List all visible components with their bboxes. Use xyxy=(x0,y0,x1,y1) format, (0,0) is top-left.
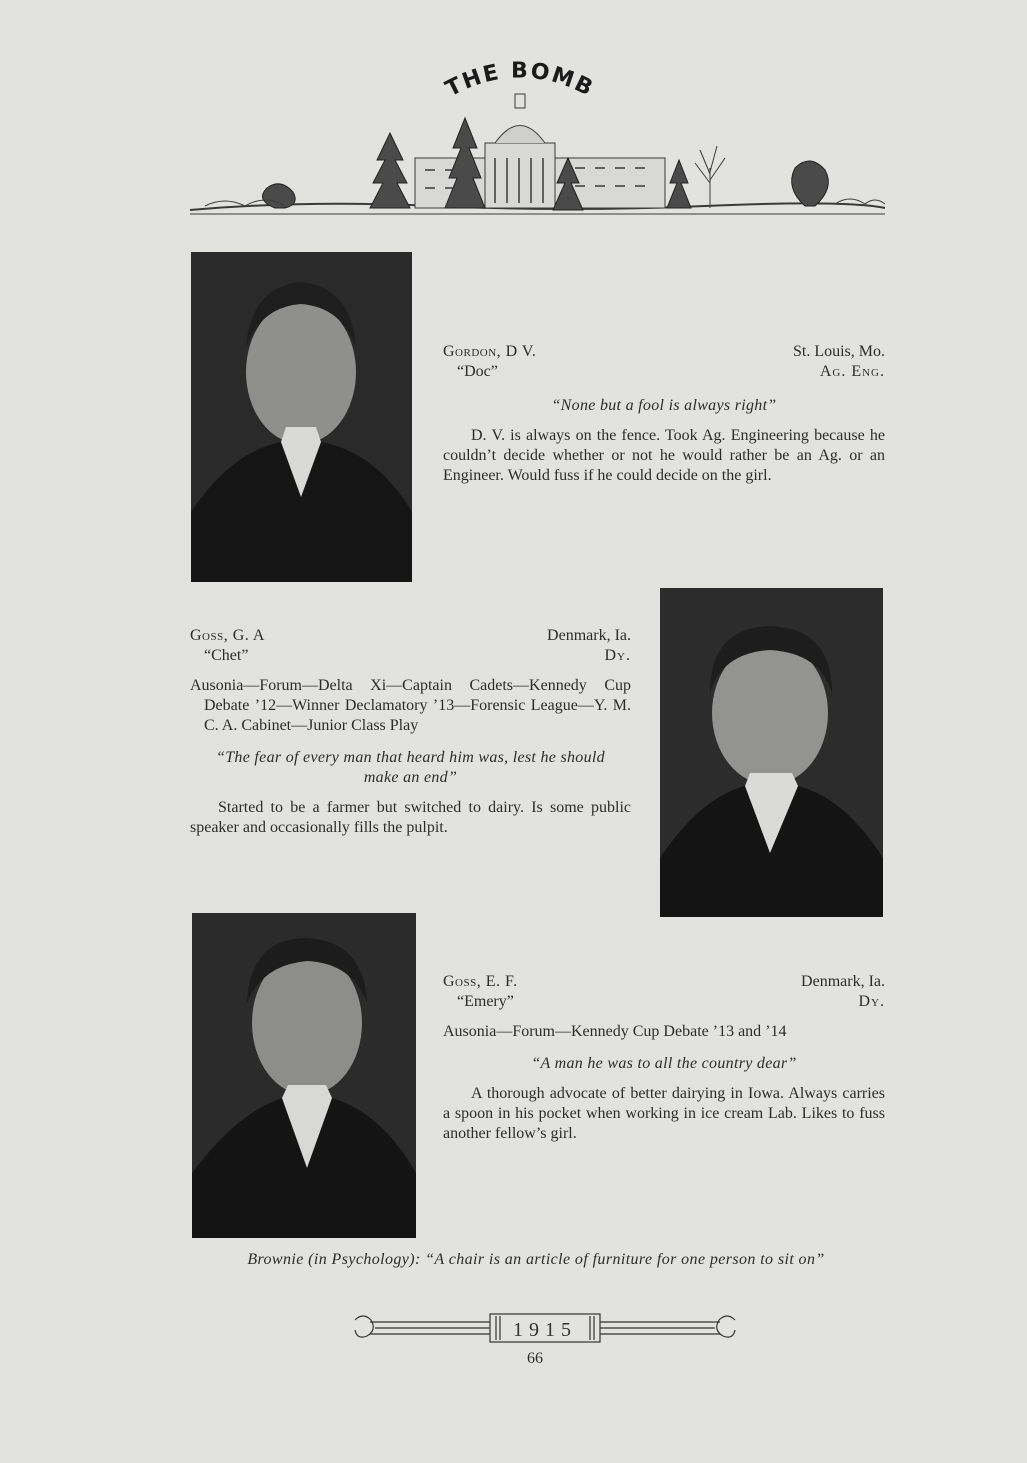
entry-gordon xyxy=(443,342,885,486)
motto-quote: “None but a fool is always right” xyxy=(551,397,777,414)
yearbook-title-text: THE BOMB xyxy=(441,60,599,103)
biography: D. V. is always on the fence. Took Ag. Engineering because he couldn’t decide whether or not he would rather be an Ag. or an Engineer. Would fuss if he could decide on the girl. xyxy=(443,427,885,484)
student-name: Goss, E. F. xyxy=(443,973,518,990)
hometown: St. Louis, Mo. xyxy=(792,343,885,360)
hometown: Denmark, Ia. xyxy=(547,627,631,644)
nickname: “Doc” xyxy=(457,363,498,380)
department: Dy. xyxy=(858,993,885,1010)
biography: A thorough advocate of better dairying in Iowa. Always carries a spoon in his pocket when working in ice cream Lab. Likes to fuss another fellow’s girl. xyxy=(443,1085,885,1142)
activities: Ausonia—Forum—Kennedy Cup Debate ’13 and ’14 xyxy=(443,1023,787,1040)
motto-quote: “A man he was to all the country dear” xyxy=(531,1055,797,1072)
student-name: Gordon, D V. xyxy=(443,343,537,360)
student-name: Goss, G. A xyxy=(190,627,265,644)
page-number: 66 xyxy=(527,1350,543,1367)
year-ornament xyxy=(350,1310,740,1346)
portrait-goss-ga xyxy=(660,588,883,917)
entry-goss-ef xyxy=(443,972,885,1144)
biography: Started to be a farmer but switched to dairy. Is some public speaker and occasionally fills the pulpit. xyxy=(190,799,631,836)
nickname: “Emery” xyxy=(457,993,514,1010)
portrait-goss-ef xyxy=(192,913,416,1238)
entry-goss-ga xyxy=(190,626,631,838)
portrait-gordon xyxy=(191,252,412,582)
department: Dy. xyxy=(604,647,631,664)
footer-quote: Brownie (in Psychology): “A chair is an article of furniture for one person to sit on” xyxy=(247,1251,825,1268)
motto-quote: “The fear of every man that heard him was, lest he should make an end” xyxy=(216,749,605,786)
hometown: Denmark, Ia. xyxy=(801,973,885,990)
activities: Ausonia—Forum—Delta Xi—Captain Cadets—Kennedy Cup Debate ’12—Winner Declamatory ’13—Forensic League—Y. M. C. A. Cabinet—Junior Class Play xyxy=(190,677,631,734)
department: Ag. Eng. xyxy=(819,363,885,380)
year-label: 1915 xyxy=(513,1319,577,1341)
nickname: “Chet” xyxy=(204,647,249,664)
campus-illustration xyxy=(185,88,885,220)
